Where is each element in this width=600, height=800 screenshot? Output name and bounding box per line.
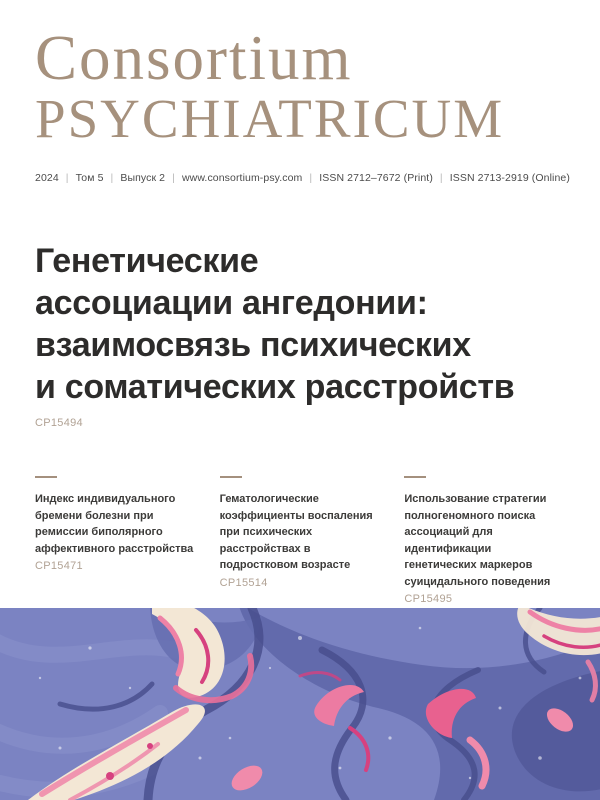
feature-article xyxy=(0,240,600,429)
masthead xyxy=(0,0,600,184)
marbled-paint-graphic xyxy=(0,608,600,800)
meta-separator: | xyxy=(65,172,69,184)
teaser-title: Индекс индивидуального бремени болезни при ремиссии биполярного аффективного расстройства xyxy=(35,493,194,555)
teaser-code: CP15471 xyxy=(35,560,83,572)
teaser-item xyxy=(220,476,381,605)
teaser-item xyxy=(404,476,565,605)
teaser-rule xyxy=(404,476,426,478)
meta-issn-online: ISSN 2713-2919 (Online) xyxy=(449,172,570,184)
journal-title xyxy=(35,23,565,149)
meta-year: 2024 xyxy=(35,172,59,184)
teaser-rule xyxy=(220,476,242,478)
journal-title-line2: PSYCHIATRICUM xyxy=(35,88,505,149)
journal-title-line1: Consortium xyxy=(35,23,353,93)
teaser-list xyxy=(35,476,565,605)
feature-article-code: CP15494 xyxy=(35,417,83,429)
meta-separator: | xyxy=(439,172,443,184)
cover-art-image xyxy=(0,608,600,800)
teaser-code: CP15514 xyxy=(219,576,268,589)
teaser-rule xyxy=(35,476,57,478)
teaser-item xyxy=(35,476,196,605)
meta-issue: Выпуск 2 xyxy=(120,172,166,184)
headline-line: и соматических расстройств xyxy=(35,368,515,406)
meta-volume: Том 5 xyxy=(75,172,104,184)
meta-separator: | xyxy=(110,172,114,184)
teaser-title: Использование стратегии полногеномного поиска ассоциаций для идентификации генетических маркеров суицидального поведения xyxy=(404,493,551,588)
feature-headline xyxy=(35,240,565,408)
headline-line: взаимосвязь психических xyxy=(35,326,471,364)
teaser-code: CP15495 xyxy=(404,593,453,605)
headline-line: ассоциации ангедонии: xyxy=(35,284,428,322)
meta-website: www.consortium-psy.com xyxy=(181,172,303,184)
meta-separator: | xyxy=(309,172,313,184)
teaser-title: Гематологические коэффициенты воспаления при психических расстройствах в подростковом возрасте xyxy=(219,493,373,571)
meta-issn-print: ISSN 2712–7672 (Print) xyxy=(319,172,433,184)
issue-meta xyxy=(35,172,570,184)
headline-line: Генетические xyxy=(35,242,259,280)
meta-separator: | xyxy=(172,172,175,184)
